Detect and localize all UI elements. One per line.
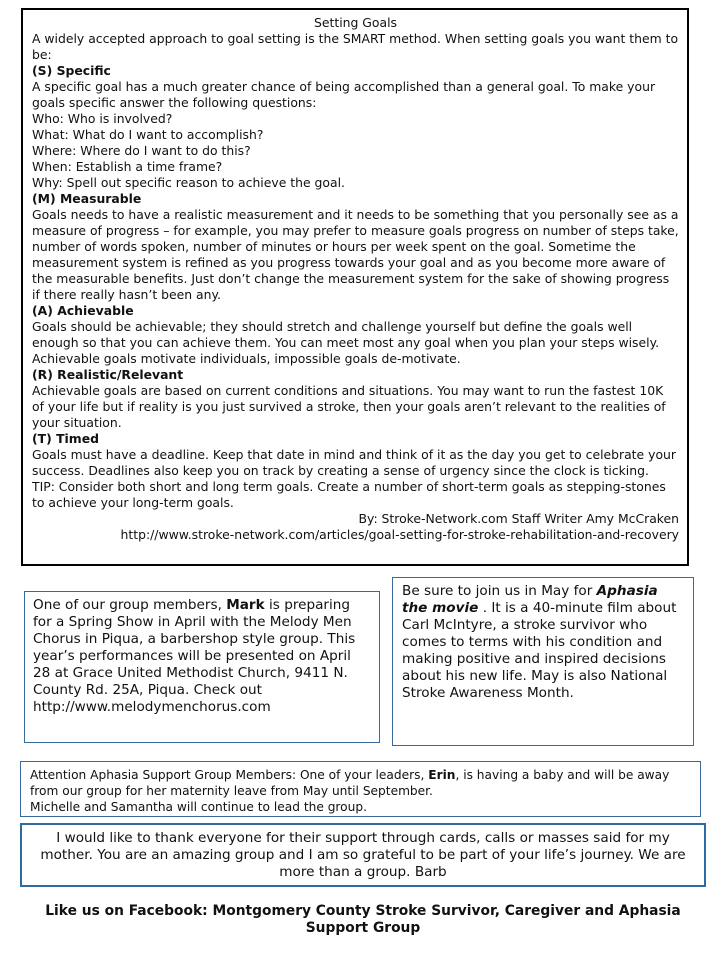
mark-text-end: is preparing for a Spring Show in April with the Melody Men Chorus in Piqua, a barbershop style group. This year’s performances will be presented on April 28 at Grace United Methodist Church, 9411 N. County Rd. 25A, Piqua. Check out	[33, 597, 356, 698]
erin-line-1	[30, 767, 691, 799]
melody-men-link[interactable]: http://www.melodymenchorus.com	[33, 699, 271, 715]
article-intro: A widely accepted approach to goal setting is the SMART method. When setting goals you want them to be:	[32, 31, 679, 62]
erin-text-start: Attention Aphasia Support Group Members: One of your leaders,	[30, 768, 429, 782]
mark-text-start: One of our group members,	[33, 597, 227, 613]
facebook-footer: Like us on Facebook: Montgomery County Stroke Survivor, Caregiver and Aphasia Support Group	[45, 903, 681, 936]
aphasia-movie-title: Aphasia the movie	[402, 583, 658, 616]
achievable-text: Goals should be achievable; they should stretch and challenge yourself but define the goals well enough so that you can achieve them. You can meet most any goal when you plan your steps wisely. Achievable goals motivate individuals, impossible goals de-motivate.	[32, 319, 660, 366]
question-who: Who: Who is involved?	[32, 111, 173, 126]
realistic-heading: (R) Realistic/Relevant	[32, 367, 184, 382]
thank-you-text: I would like to thank everyone for their support through cards, calls or masses said for my mother. You are an amazing group and I am so grateful to be part of your life’s journey. We are more than a group. Barb	[40, 830, 686, 880]
question-why: Why: Spell out specific reason to achieve the goal.	[32, 175, 345, 190]
question-when: When: Establish a time frame?	[32, 159, 223, 174]
erin-name: Erin	[428, 768, 456, 782]
aphasia-movie-box	[392, 577, 694, 746]
measurable-heading: (M) Measurable	[32, 191, 142, 206]
specific-text: A specific goal has a much greater chance of being accomplished than a general goal. To make your goals specific answer the following questions:	[32, 79, 656, 110]
timed-heading: (T) Timed	[32, 431, 99, 446]
article-byline: By: Stroke-Network.com Staff Writer Amy McCraken	[358, 511, 679, 526]
measurable-text: Goals needs to have a realistic measurement and it needs to be something that you personally see as a measure of progress – for example, you may prefer to measure goals progress on number of steps take, number of words spoken, number of minutes or hours per week spent on the goal. Sometime the measurement system is refined as you progress towards your goal and as you become more aware of the measurable benefits. Just don’t change the measurement system for the sake of showing progress if there really hasn’t been any.	[32, 207, 679, 302]
achievable-heading: (A) Achievable	[32, 303, 134, 318]
article-source-link[interactable]: http://www.stroke-network.com/articles/goal-setting-for-stroke-rehabilitation-and-recovery	[120, 527, 679, 542]
question-what: What: What do I want to accomplish?	[32, 127, 264, 142]
question-where: Where: Where do I want to do this?	[32, 143, 251, 158]
erin-announcement-box	[20, 761, 701, 817]
thank-you-box	[20, 823, 706, 887]
aphasia-text-start: Be sure to join us in May for	[402, 583, 597, 599]
erin-text-end: , is having a baby and will be away from our group for her maternity leave from May until September.	[30, 768, 670, 798]
erin-line-2: Michelle and Samantha will continue to lead the group.	[30, 800, 367, 814]
realistic-text: Achievable goals are based on current conditions and situations. You may want to run the fastest 10K of your life but if reality is you just survived a stroke, then your goals aren’t relevant to the realities of your situation.	[32, 383, 666, 430]
specific-heading: (S) Specific	[32, 63, 111, 78]
setting-goals-article	[21, 8, 689, 566]
aphasia-text-end: . It is a 40-minute film about Carl McIntyre, a stroke survivor who comes to terms with his condition and making positive and inspired decisions about his new life. May is also National Stroke Awareness Month.	[402, 600, 677, 701]
mark-name: Mark	[226, 597, 265, 613]
tip-text: TIP: Consider both short and long term goals. Create a number of short-term goals as stepping-stones to achieve your long-term goals.	[32, 479, 666, 510]
mark-announcement-box	[24, 591, 380, 743]
article-title: Setting Goals	[314, 15, 397, 30]
timed-text: Goals must have a deadline. Keep that date in mind and think of it as the day you get to celebrate your success. Deadlines also keep you on track by creating a sense of urgency since the clock is ticking.	[32, 447, 676, 478]
